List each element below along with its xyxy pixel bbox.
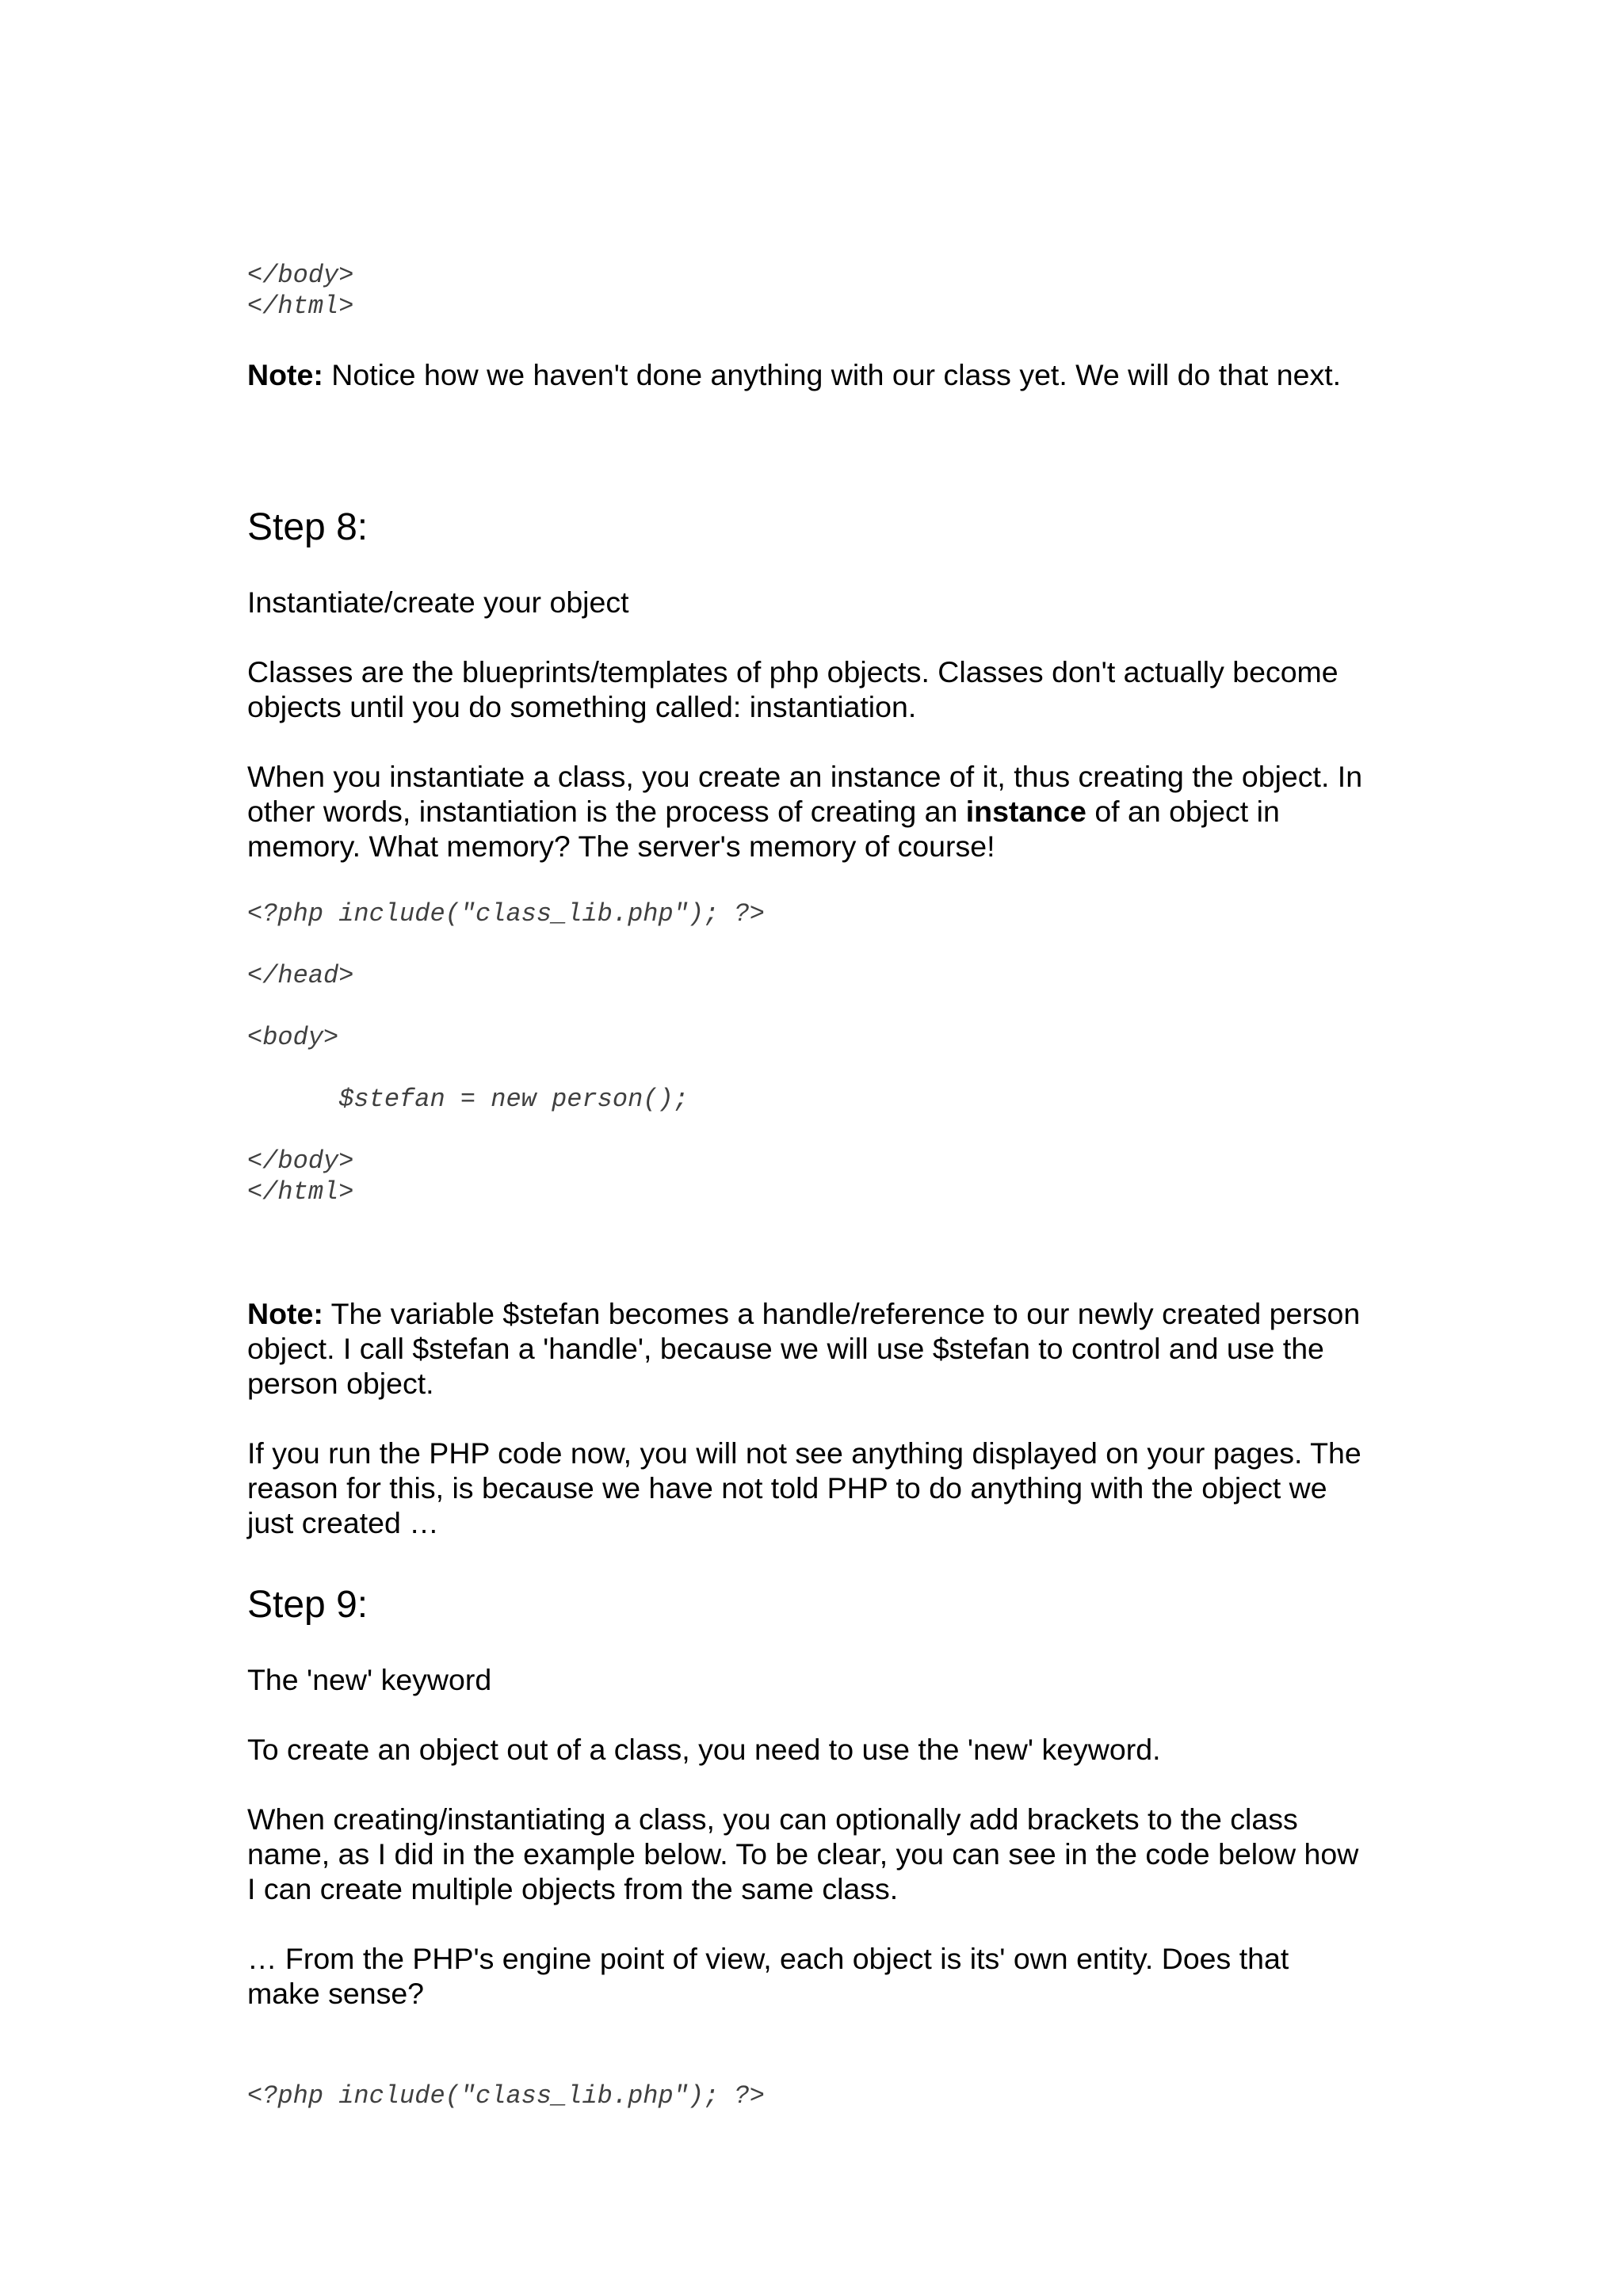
step-8-para-2-line-1: When you instantiate a class, you create an instance of it, thus creating the object. In xyxy=(247,760,1363,793)
step-8-heading: Step 8: xyxy=(247,506,369,548)
step-8-note-line-3: person object. xyxy=(247,1367,434,1400)
instance-keyword: instance xyxy=(965,795,1086,828)
step-8-para-2-text-end: of an object in xyxy=(1086,795,1280,828)
step-9-para-2-line-1: When creating/instantiating a class, you can optionally add brackets to the class xyxy=(247,1802,1298,1836)
step-8-para-2-line-2 xyxy=(247,794,1280,829)
step-8-para-2-text: other words, instantiation is the process of creating an xyxy=(247,795,966,828)
code-line-statement: $stefan = new person(); xyxy=(247,1085,689,1114)
step-9-para-2-line-2: name, as I did in the example below. To be clear, you can see in the code below how xyxy=(247,1837,1359,1871)
step-8-para-2-line-3: memory. What memory? The server's memory of course! xyxy=(247,830,995,863)
note-text: Notice how we haven't done anything with our class yet. We will do that next. xyxy=(323,358,1342,391)
code-line-html-close: </html> xyxy=(247,1177,354,1207)
step-8-para-1-line-1: Classes are the blueprints/templates of php objects. Classes don't actually become xyxy=(247,655,1338,688)
step-9-para-3-line-2: make sense? xyxy=(247,1977,425,2010)
step-9-subtitle: The 'new' keyword xyxy=(247,1663,492,1696)
step-8-para-3-line-1: If you run the PHP code now, you will not see anything displayed on your pages. The xyxy=(247,1436,1361,1470)
note-label: Note: xyxy=(247,358,323,391)
code-line-include: <?php include("class_lib.php"); ?> xyxy=(247,2081,765,2111)
step-8-para-3-line-3: just created … xyxy=(247,1506,439,1539)
code-line-head-close: </head> xyxy=(247,961,354,990)
note-paragraph xyxy=(247,357,1341,392)
step-8-note-line-1 xyxy=(247,1296,1360,1331)
step-8-para-1-line-2: objects until you do something called: instantiation. xyxy=(247,690,917,723)
code-line-include: <?php include("class_lib.php"); ?> xyxy=(247,899,765,929)
code-line-body-open: <body> xyxy=(247,1023,339,1052)
step-8-subtitle: Instantiate/create your object xyxy=(247,585,629,619)
step-9-para-3-line-1: … From the PHP's engine point of view, each object is its' own entity. Does that xyxy=(247,1942,1289,1975)
code-line-body-close: </body> xyxy=(247,261,354,290)
step-8-note-line-2: object. I call $stefan a 'handle', because we will use $stefan to control and use the xyxy=(247,1332,1324,1365)
step-8-para-3-line-2: reason for this, is because we have not told PHP to do anything with the object we xyxy=(247,1471,1327,1505)
note-label: Note: xyxy=(247,1297,323,1330)
step-9-para-2-line-3: I can create multiple objects from the same class. xyxy=(247,1872,899,1905)
note-text: The variable $stefan becomes a handle/reference to our newly created person xyxy=(323,1297,1361,1330)
code-line-html-close: </html> xyxy=(247,292,354,321)
code-line-body-close: </body> xyxy=(247,1146,354,1176)
step-9-para-1: To create an object out of a class, you need to use the 'new' keyword. xyxy=(247,1733,1161,1766)
step-9-heading: Step 9: xyxy=(247,1584,369,1626)
